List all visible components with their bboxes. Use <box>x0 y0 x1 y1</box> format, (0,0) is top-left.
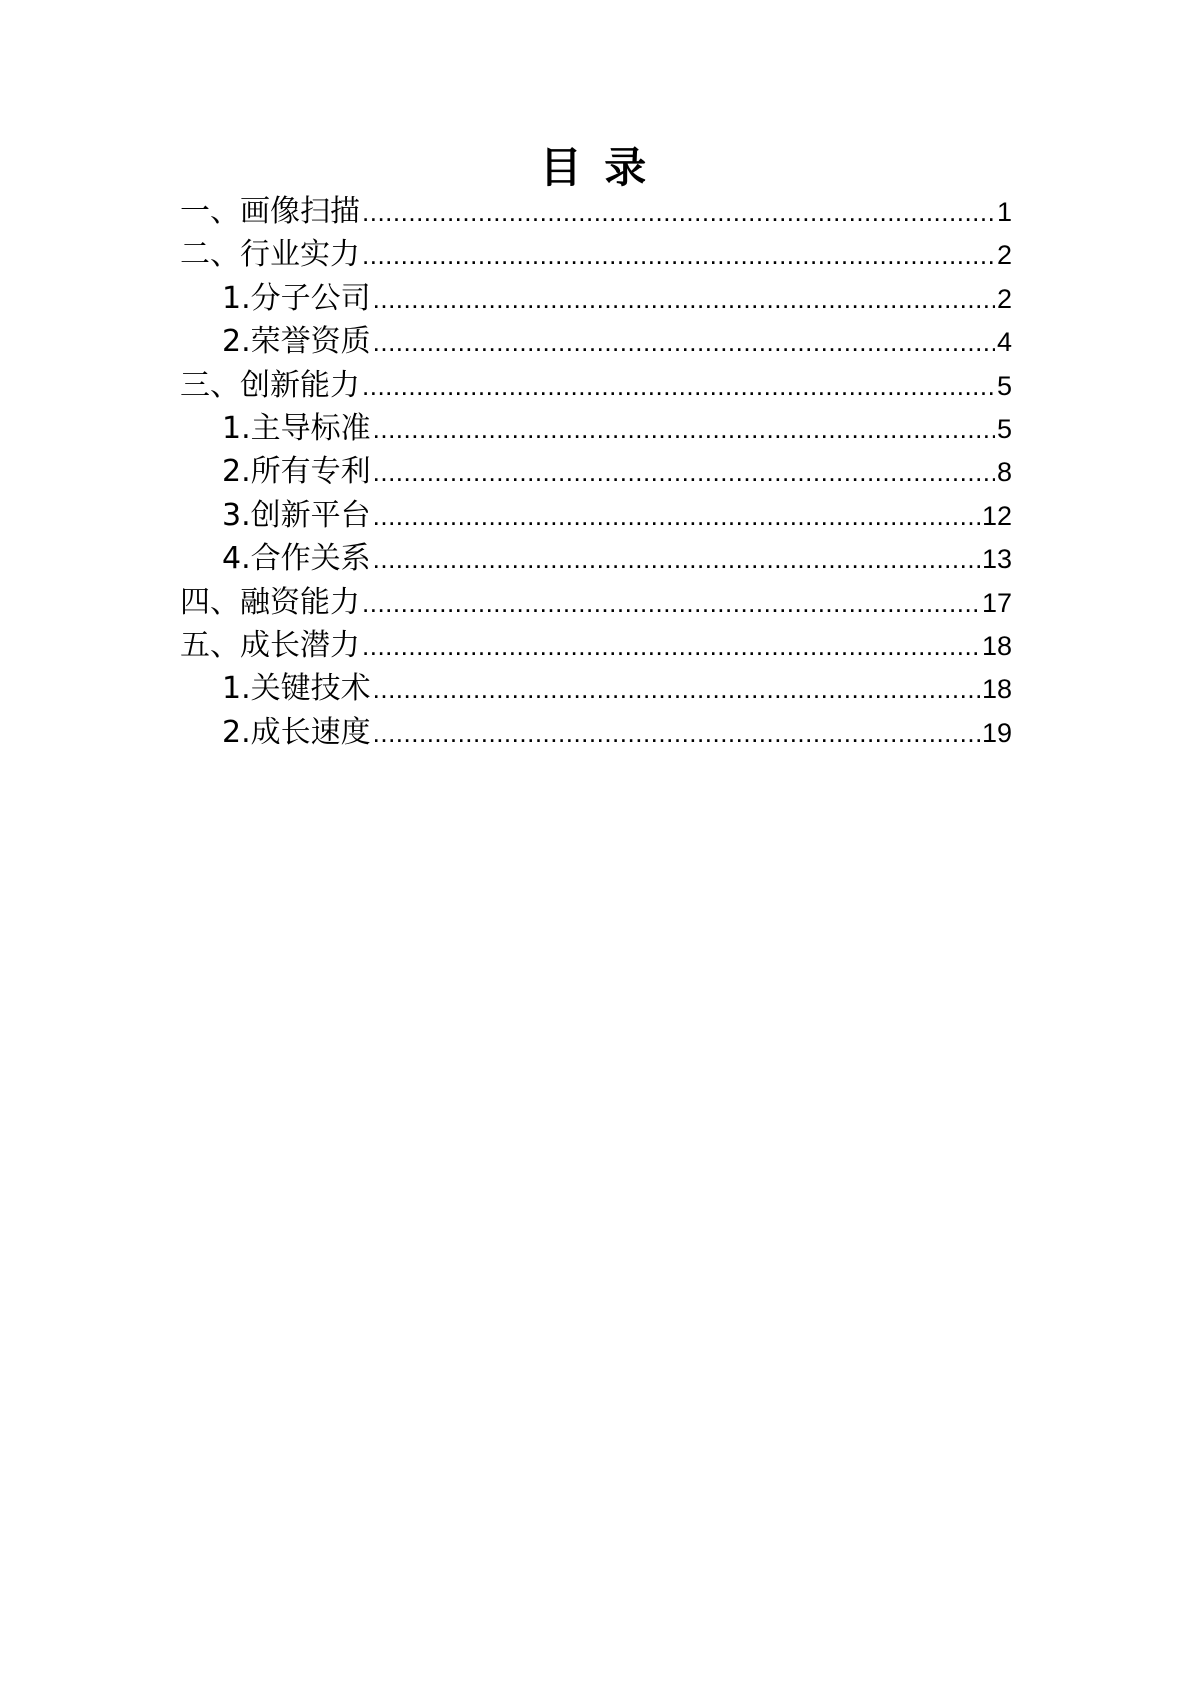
toc-leader-dots <box>373 408 995 451</box>
toc-entry-label: 五、成长潜力 <box>180 627 360 663</box>
toc-entry[interactable] <box>180 364 1012 407</box>
toc-page-number: 5 <box>996 370 1012 401</box>
toc-leader-dots <box>373 451 995 494</box>
toc-entry-label: 2.所有专利 <box>222 454 371 490</box>
toc-entry[interactable] <box>180 450 1012 493</box>
toc-entry[interactable] <box>180 711 1012 754</box>
toc-page-number: 12 <box>981 500 1012 531</box>
toc-entry-label: 1.关键技术 <box>222 671 371 707</box>
toc-entry[interactable] <box>180 624 1012 667</box>
toc-entry[interactable] <box>180 277 1012 320</box>
toc-entry-label: 3.创新平台 <box>222 497 371 533</box>
toc-entry-label: 4.合作关系 <box>222 541 371 577</box>
toc-page-number: 4 <box>996 327 1012 358</box>
toc-page-number: 18 <box>981 674 1012 705</box>
toc-entry-label: 二、行业实力 <box>180 237 360 273</box>
toc-entry[interactable] <box>180 190 1012 233</box>
toc-leader-dots <box>362 365 995 408</box>
toc-entry[interactable] <box>180 581 1012 624</box>
toc-leader-dots <box>373 495 980 538</box>
toc-leader-dots <box>373 278 995 321</box>
toc-page-number: 17 <box>981 587 1012 618</box>
toc-entry[interactable] <box>180 667 1012 710</box>
toc-page-number: 5 <box>996 413 1012 444</box>
table-of-contents <box>180 190 1012 754</box>
toc-entry-label: 2.成长速度 <box>222 714 371 750</box>
toc-entry-label: 1.主导标准 <box>222 410 371 446</box>
toc-leader-dots <box>373 712 980 755</box>
toc-page-number: 8 <box>996 457 1012 488</box>
toc-entry[interactable] <box>180 320 1012 363</box>
toc-page-number: 19 <box>981 717 1012 748</box>
toc-leader-dots <box>373 321 995 364</box>
toc-entry-label: 1.分子公司 <box>222 280 371 316</box>
toc-entry-label: 一、画像扫描 <box>180 194 360 229</box>
toc-leader-dots <box>362 234 995 277</box>
toc-page-number: 13 <box>981 544 1012 575</box>
toc-entry[interactable] <box>180 494 1012 537</box>
toc-entry-label: 2.荣誉资质 <box>222 324 371 360</box>
toc-entry-label: 四、融资能力 <box>180 584 360 620</box>
toc-leader-dots <box>373 668 980 711</box>
toc-page-number: 2 <box>996 240 1012 271</box>
toc-page-number: 1 <box>996 197 1012 227</box>
toc-entry[interactable] <box>180 233 1012 276</box>
toc-leader-dots <box>362 191 995 234</box>
toc-page-number: 2 <box>996 283 1012 314</box>
toc-leader-dots <box>362 625 980 668</box>
toc-title: 目 录 <box>539 143 651 192</box>
toc-entry[interactable] <box>180 407 1012 450</box>
toc-leader-dots <box>373 538 980 581</box>
toc-entry[interactable] <box>180 537 1012 580</box>
toc-leader-dots <box>362 582 980 625</box>
toc-page-number: 18 <box>981 630 1012 661</box>
toc-entry-label: 三、创新能力 <box>180 367 360 403</box>
